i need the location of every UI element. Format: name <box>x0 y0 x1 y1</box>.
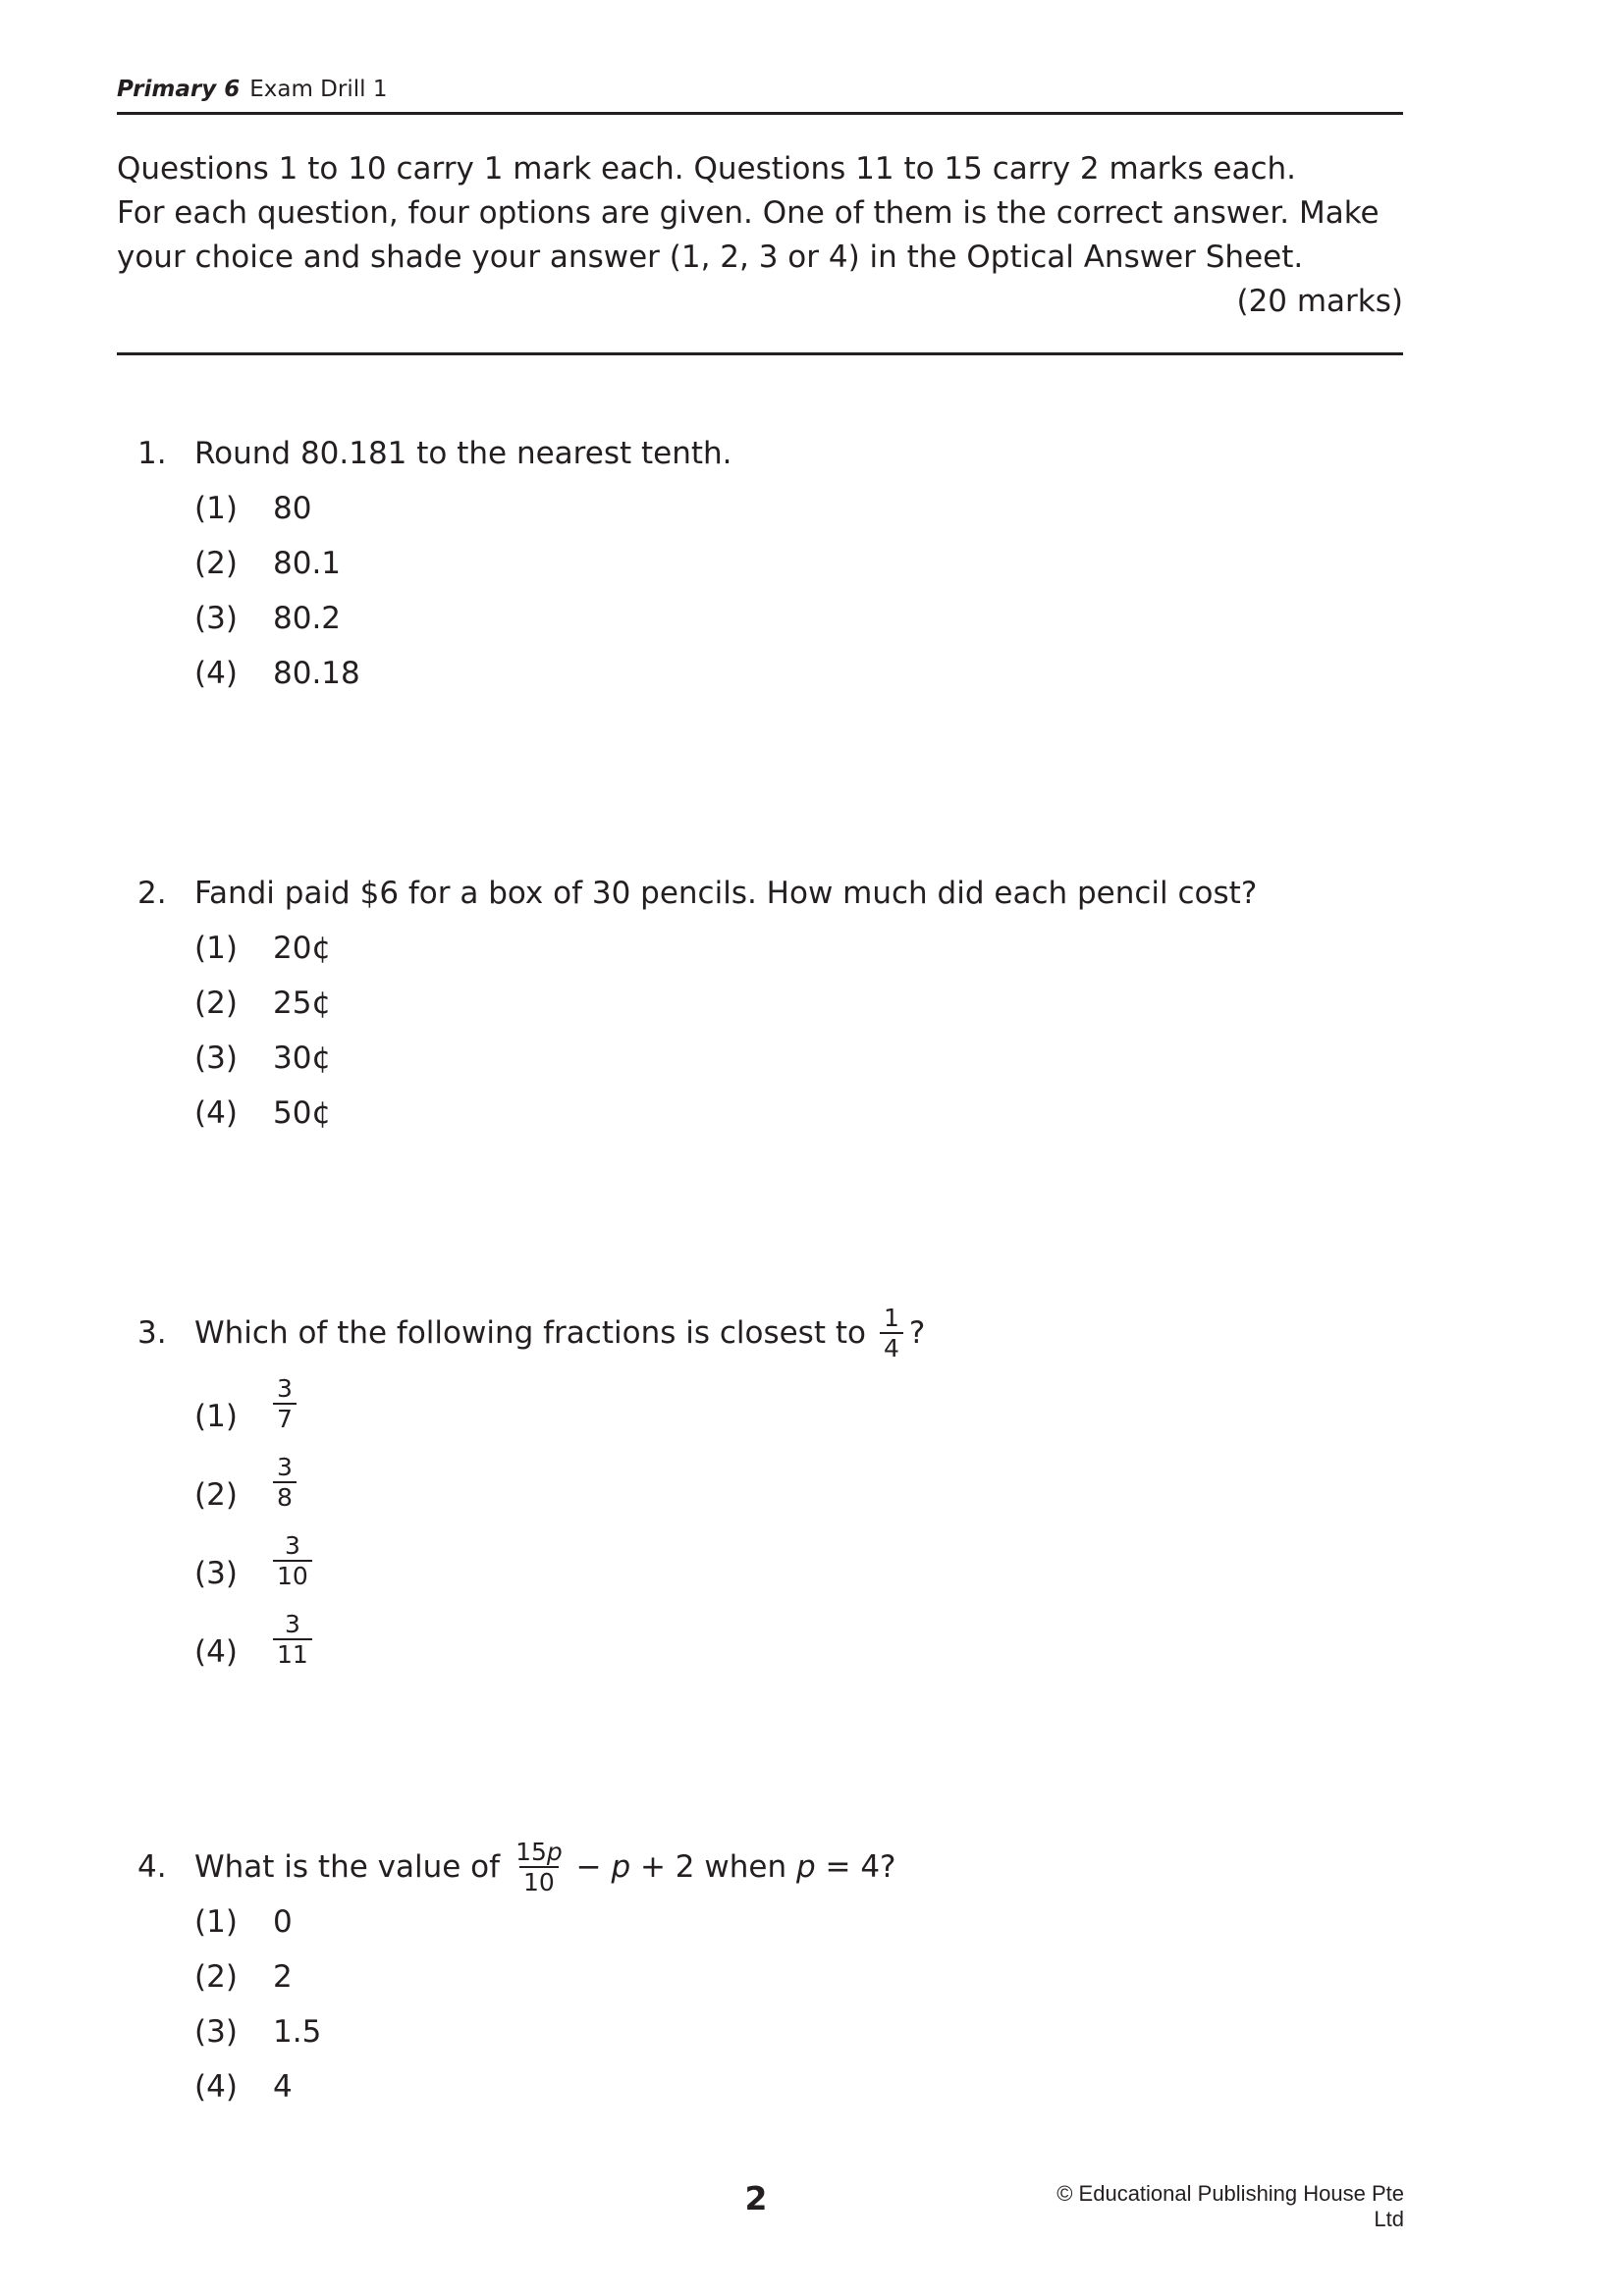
instructions-divider <box>117 352 1403 355</box>
fraction-denominator: 8 <box>273 1481 297 1512</box>
fraction-numerator: 3 <box>284 1610 300 1638</box>
option-label: (3) <box>194 1556 238 1591</box>
question-mark: ? <box>908 1315 926 1351</box>
minus-sign: − <box>566 1849 612 1885</box>
expression-middle: + 2 when <box>630 1849 796 1885</box>
question-text: Round 80.181 to the nearest tenth. <box>194 436 732 471</box>
option-value: 2 <box>273 1959 293 1995</box>
option-value: 50¢ <box>273 1095 332 1131</box>
option-label: (1) <box>194 931 238 966</box>
option-value: 25¢ <box>273 986 332 1021</box>
fraction-denominator: 7 <box>273 1403 297 1433</box>
option-label: (2) <box>194 546 238 581</box>
drill-title: Exam Drill 1 <box>249 77 388 102</box>
option-label: (4) <box>194 656 238 691</box>
question-text-body: Which of the following fractions is closest to <box>194 1315 866 1351</box>
fraction-numerator <box>512 1838 567 1866</box>
question-text <box>194 1294 925 1372</box>
option-value: 4 <box>273 2069 293 2105</box>
option-fraction <box>273 1610 312 1669</box>
option-value: 0 <box>273 1904 293 1940</box>
instructions-line-1: Questions 1 to 10 carry 1 mark each. Questions 11 to 15 carry 2 marks each. <box>117 151 1296 187</box>
expression-end: = 4? <box>815 1849 896 1885</box>
option-label: (1) <box>194 1399 238 1434</box>
option-label: (2) <box>194 986 238 1021</box>
instructions-line-2: For each question, four options are given. One of them is the correct answer. Make <box>117 195 1380 231</box>
variable-p: p <box>795 1849 816 1885</box>
instructions-line-3: your choice and shade your answer (1, 2, 3 or 4) in the Optical Answer Sheet. <box>117 240 1304 275</box>
question-number: 2. <box>137 876 167 911</box>
option-label: (4) <box>194 1095 238 1131</box>
variable-p: p <box>611 1849 631 1885</box>
target-fraction <box>880 1304 903 1362</box>
question-number: 1. <box>137 436 167 471</box>
fraction-denominator: 4 <box>880 1332 903 1362</box>
question-text: Fandi paid $6 for a box of 30 pencils. How much did each pencil cost? <box>194 876 1258 911</box>
option-value <box>273 1453 297 1512</box>
option-value: 20¢ <box>273 931 332 966</box>
option-label: (3) <box>194 2014 238 2050</box>
fraction-denominator: 10 <box>273 1560 312 1590</box>
option-label: (4) <box>194 2069 238 2105</box>
option-value <box>273 1374 297 1433</box>
option-value <box>273 1531 312 1590</box>
option-label: (4) <box>194 1634 238 1670</box>
option-value: 80 <box>273 491 312 526</box>
total-marks: (20 marks) <box>1236 284 1403 319</box>
instructions <box>117 147 1403 324</box>
option-value: 80.2 <box>273 601 342 636</box>
fraction-numerator: 3 <box>277 1453 293 1481</box>
question-number: 4. <box>137 1849 167 1885</box>
option-value: 30¢ <box>273 1041 332 1076</box>
numerator-variable: p <box>546 1838 563 1866</box>
question-text-body: What is the value of <box>194 1849 501 1885</box>
option-fraction <box>273 1531 312 1590</box>
option-value: 80.18 <box>273 656 360 691</box>
page-number: 2 <box>744 2179 768 2217</box>
fraction-numerator: 3 <box>277 1374 293 1403</box>
option-label: (1) <box>194 1904 238 1940</box>
option-fraction <box>273 1374 297 1433</box>
fraction-numerator: 1 <box>883 1304 899 1332</box>
expression-fraction <box>512 1838 567 1896</box>
option-value: 80.1 <box>273 546 342 581</box>
fraction-numerator: 3 <box>284 1531 300 1560</box>
question-text <box>194 1828 896 1906</box>
header-divider <box>117 112 1403 115</box>
numerator-coefficient: 15 <box>515 1838 547 1866</box>
option-value <box>273 1610 312 1669</box>
page-header <box>117 77 387 102</box>
option-label: (2) <box>194 1477 238 1513</box>
option-label: (1) <box>194 491 238 526</box>
question-number: 3. <box>137 1315 167 1351</box>
fraction-denominator: 10 <box>519 1866 559 1896</box>
option-fraction <box>273 1453 297 1512</box>
series-label: Primary 6 <box>117 77 241 102</box>
option-label: (3) <box>194 601 238 636</box>
option-label: (2) <box>194 1959 238 1995</box>
copyright-notice: © Educational Publishing House Pte Ltd <box>1056 2181 1404 2231</box>
option-label: (3) <box>194 1041 238 1076</box>
fraction-denominator: 11 <box>273 1638 312 1669</box>
option-value: 1.5 <box>273 2014 322 2050</box>
